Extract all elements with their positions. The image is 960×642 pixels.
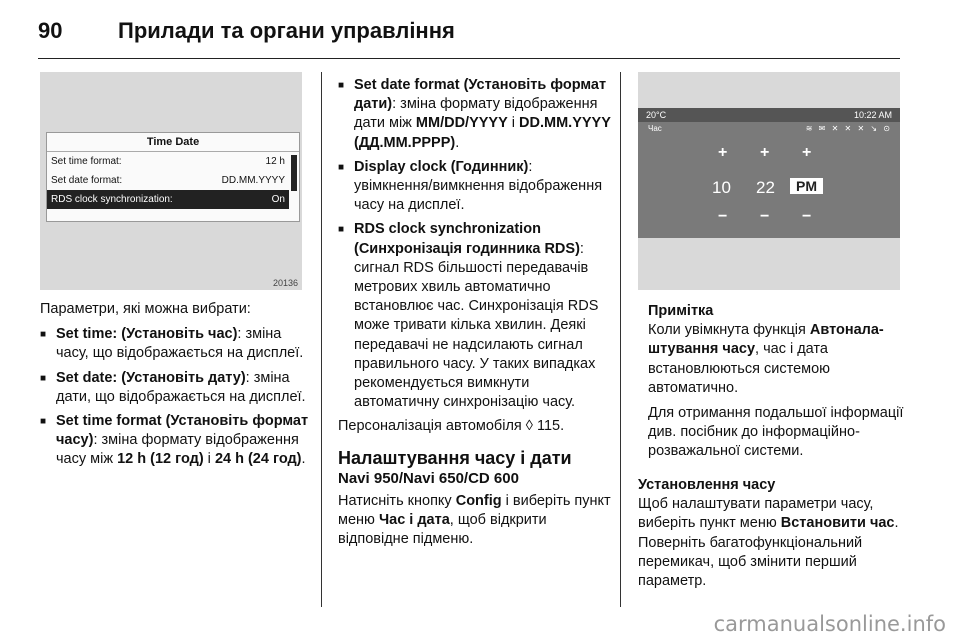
column-1 [40,300,312,475]
list-item [338,158,614,216]
intro-text: Параметри, які можна вибрати: [40,301,251,317]
personalization-ref: Персоналізація автомобіля ◊ 115. [338,418,565,435]
status-icons: ≋ ✉ ✕ ✕ ✕ ↘ ⊙ [805,124,892,133]
item-text: : зміна дати, що відображається на дисплеї. [56,369,306,405]
screen-row-time-format [47,152,289,171]
clock-time: 10:22 AM [853,110,892,120]
time-date-screen [46,132,300,222]
section-heading: Налаштування часу і дати [338,447,572,468]
list-item [40,412,312,470]
item-text: і [203,451,215,468]
item-text: : зміна формату відображення дати між [354,96,598,132]
minus-hour-icon: − [718,208,728,225]
list-item [338,220,614,412]
scrollbar-indicator [291,155,297,191]
item-text: : зміна формату відображення часу між [56,432,299,468]
note-block [648,302,904,468]
temperature: 20°C [646,110,667,120]
item-bold: 24 h (24 год) [214,451,302,468]
item-text: . [455,134,460,151]
plus-minute-icon: + [760,144,770,161]
minute-value: 22 [756,178,775,197]
row-label: Set date format: [51,175,123,186]
item-term: Set date: (Установіть дату) [56,369,246,386]
column-divider-2 [620,72,621,607]
ampm-value: PM [790,178,823,194]
item-term: Set time format (Установіть формат часу) [56,413,309,449]
note-title: Примітка [648,303,714,319]
section-subheading: Navi 950/Navi 650/CD 600 [338,469,519,487]
row-label: RDS clock synchronization: [51,194,173,205]
column-3-bottom [638,476,904,597]
clock-display [638,108,900,238]
row-value: On [271,194,285,205]
item-term: RDS clock synchronization (Синхронізація годинника RDS) [354,221,580,257]
note-text: Коли увімкнута функція Автонала-штування часу, час і дата встановлюються системою автоматично. [648,322,884,396]
item-text: : увімкнення/вимкнення відображення часу на дисплеї. [354,158,603,214]
screen-title: Time Date [47,133,299,152]
minus-ampm-icon: − [802,208,812,225]
figure-code: 20136 [272,278,298,288]
header-rule [38,58,900,59]
item-bold: MM/DD/YYYY [415,115,508,132]
note-text-2: Для отримання подальшої інформації див. посібник до інформаційно-розважальної системи. [648,405,904,460]
watermark: carmanualsonline.info [713,612,946,636]
item-text: : зміна часу, що відображається на дисплеї. [56,326,304,362]
column-divider-1 [321,72,322,607]
item-bold: DD.MM.YYYY (ДД.ММ.РРРР) [354,115,611,151]
column-2 [338,76,614,555]
list-item [40,369,312,407]
options-list-1 [40,325,312,469]
ref-symbol: ◊ [525,418,533,435]
row-value: 12 h [265,156,285,167]
item-term: Display clock (Годинник) [354,158,529,175]
item-term: Set date format (Установіть формат дати) [354,77,607,113]
page-title: Прилади та органи управління [118,18,455,43]
plus-ampm-icon: + [802,144,812,161]
item-text: . [301,451,306,468]
options-list-2 [338,76,614,412]
page-number: 90 [38,18,63,43]
hour-value: 10 [712,178,731,197]
set-time-paragraph: Щоб налаштувати параметри часу, виберіть пункт меню Встановити час. Поверніть багатофункціональний перемикач, щоб змінити перший параметр. [638,496,899,590]
screen-row-rds-sync [47,190,289,209]
item-text: і [507,115,520,132]
figure-time-date-screen [40,72,302,290]
plus-hour-icon: + [718,144,728,161]
screen-label-row [638,122,900,135]
row-label: Set time format: [51,156,122,167]
list-item [40,325,312,363]
minus-minute-icon: − [760,208,770,225]
item-bold: 12 h (12 год) [117,451,204,468]
page-header [38,18,918,58]
config-paragraph: Натисніть кнопку Config і виберіть пункт меню Час і дата, щоб відкрити відповідне підменю. [338,492,611,548]
status-bar [638,108,900,122]
item-text: : сигнал RDS більшості передавачів метрових хвиль автоматично встановлює час. Синхронізація RDS може тривати кілька хвилин. Деякі передавачі не надсилають сигнал правильного часу. У таких випадках рекомендується вимкнути автоматичну синхронізацію часу. [354,240,599,411]
list-item [338,76,614,153]
screen-row-date-format [47,171,289,190]
item-term: Set time: (Установіть час) [56,326,238,343]
screen-label: Час [648,124,662,133]
row-value: DD.MM.YYYY [221,175,285,186]
subheading-set-time: Установлення часу [638,477,776,493]
figure-clock-screen [638,72,900,290]
